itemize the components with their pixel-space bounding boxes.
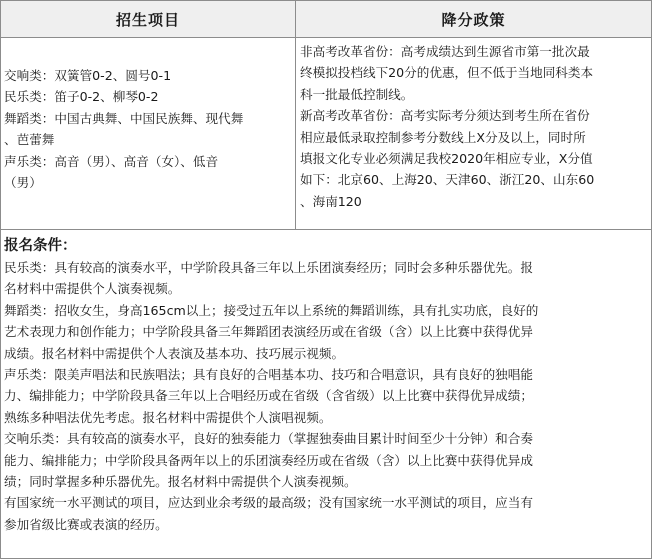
program-line: 舞蹈类：中国古典舞、中国民族舞、现代舞 xyxy=(4,110,244,126)
requirement-line: 交响乐类：具有较高的演奏水平，良好的独奏能力（掌握独奏曲目累计时间至少十分钟）和合奏 xyxy=(4,431,533,447)
requirement-line: 民乐类：具有较高的演奏水平，中学阶段具备三年以上乐团演奏经历；同时会多种乐器优先。报 xyxy=(4,260,533,275)
program-line: （男） xyxy=(4,175,42,191)
requirement-line: 绩；同时掌握多种乐器优先。报名材料中需提供个人演奏视频。 xyxy=(4,474,357,490)
policy-line: 终模拟投档线下20分的优惠，但不低于当地同科类本 xyxy=(300,65,594,81)
policy-line: 相应最低录取控制参考分数线上X分及以上，同时所 xyxy=(300,129,586,145)
header-cell-score-reduction-policy xyxy=(296,1,651,37)
policy-line: 如下：北京60、上海20、天津60、浙江20、山东60 xyxy=(300,172,595,188)
policy-line: 非高考改革省份：高考成绩达到生源省市第一批次最 xyxy=(300,44,590,59)
programs-cell xyxy=(4,65,294,225)
requirement-line: 参加省级比赛或表演的经历。 xyxy=(4,516,168,532)
requirements-cell xyxy=(4,235,650,557)
header-admission-program: 招生项目 xyxy=(115,10,180,29)
program-line: 、芭蕾舞 xyxy=(4,132,55,148)
requirement-line: 能力、编排能力；中学阶段具备两年以上的乐团演奏经历或在省级（含）以上比赛中获得优异成 xyxy=(4,452,533,468)
policy-line: 填报文化专业必须满足我校2020年相应专业，X分值 xyxy=(300,151,593,167)
requirement-line: 舞蹈类：招收女生，身高165cm以上；接受过五年以上系统的舞蹈训练，具有扎实功底，良好的 xyxy=(4,302,539,318)
header-score-reduction-policy: 降分政策 xyxy=(441,10,506,29)
requirement-line: 声乐类：限美声唱法和民族唱法；具有良好的合唱基本功、技巧和合唱意识，具有良好的独唱能 xyxy=(4,367,533,383)
program-line: 声乐类：高音（男）、高音（女）、低音 xyxy=(4,153,219,169)
requirement-line: 艺术表现力和创作能力；中学阶段具备三年舞蹈团表演经历或在省级（含）以上比赛中获得优异 xyxy=(4,324,533,340)
requirement-line: 有国家统一水平测试的项目，应达到业余考级的最高级；没有国家统一水平测试的项目，应当有 xyxy=(4,495,533,511)
requirement-line: 力、编排能力；中学阶段具备三年以上合唱经历或在省级（含省级）以上比赛中获得优异成绩； xyxy=(4,388,533,404)
requirements-title: 报名条件： xyxy=(4,238,77,254)
program-line: 交响类：双簧管0-2、圆号0-1 xyxy=(4,68,172,83)
requirement-line: 熟练多种唱法优先考虑。报名材料中需提供个人演唱视频。 xyxy=(4,409,332,425)
header-cell-admission-program xyxy=(1,1,295,37)
program-line: 民乐类：笛子0-2、柳琴0-2 xyxy=(4,89,159,105)
policy-line: 、海南120 xyxy=(300,193,362,209)
requirement-line: 名材料中需提供个人演奏视频。 xyxy=(4,281,181,297)
policy-line: 科一批最低控制线。 xyxy=(300,86,414,102)
requirement-line: 成绩。报名材料中需提供个人表演及基本功、技巧展示视频。 xyxy=(4,345,345,361)
policy-line: 新高考改革省份：高考实际考分须达到考生所在省份 xyxy=(300,108,590,124)
policy-cell xyxy=(300,41,650,229)
